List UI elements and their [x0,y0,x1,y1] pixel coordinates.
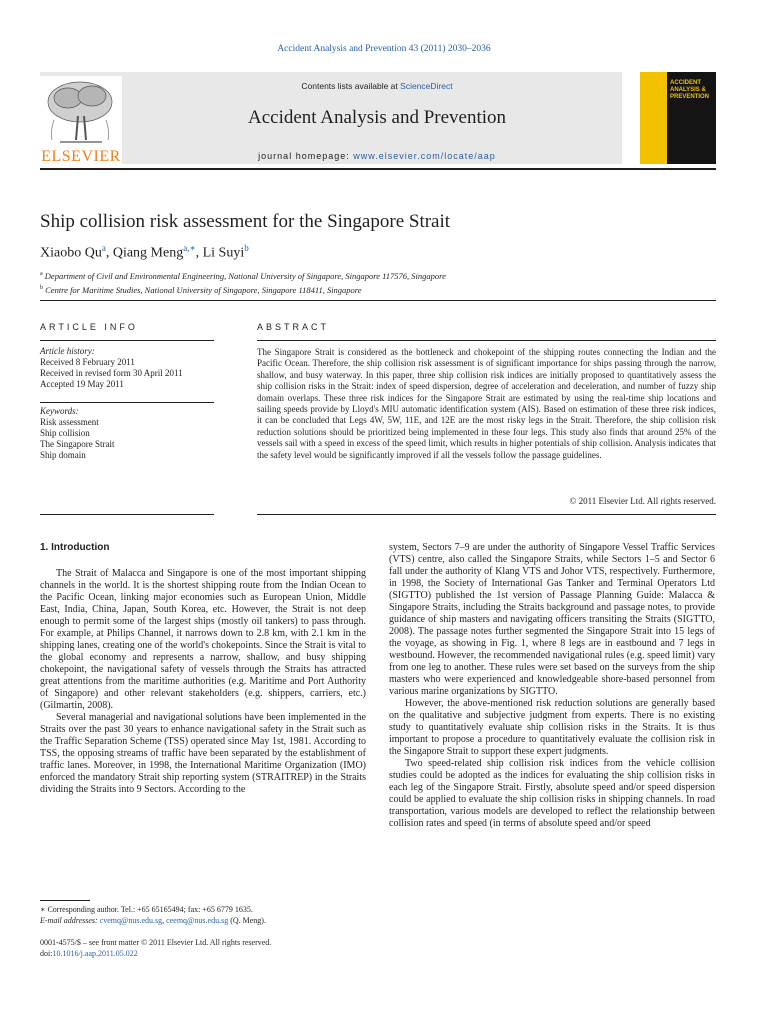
author-list: Xiaobo Qu$^a$, Qiang Meng$^{a,∗}$, Li Suyi$^b$ [40,243,249,261]
homepage-prefix: journal homepage: [258,151,350,161]
abstract-heading: ABSTRACT [257,322,330,332]
journal-cover [640,72,716,164]
article-title: Ship collision risk assessment for the Singapore Strait [40,211,451,232]
contents-prefix: Contents lists available at [301,81,398,91]
history-item: Accepted 19 May 2011 [40,379,124,389]
author-name[interactable]: Li Suyi [202,245,245,261]
sciencedirect-link[interactable]: ScienceDirect [400,81,453,91]
elsevier-logo [40,76,122,166]
body-paragraph: Two speed-related ship collision risk indices from the vehicle collision studies could be adopted as the indices for evaluating the ship collision risks in each leg of the Singapore Strait. Firstly, absolute speed and/or speed dispersion could be applied to evaluate the ship collision risks in shipping channels. In road transportation, various models are developed to reflect the relationship between collision rates and speed (in terms of absolute speed and/or speed [389,758,715,829]
article-info-heading: ARTICLE INFO [40,322,138,332]
keywords [40,406,214,461]
author-name[interactable]: Qiang Meng [112,245,184,261]
doi-link[interactable]: 10.1016/j.aap.2011.05.022 [52,948,138,958]
doi-label: doi: [40,948,53,958]
doi-line [40,949,366,960]
author-affil-mark[interactable]: a [101,243,106,253]
body-paragraph: Several managerial and navigational solutions have been implemented in the Straits over the past 30 years to enhance navigational safety in the Strait such as the Traffic Separation Scheme (TSS) operated since May 1st, 1981. According to TSS, the opposing streams of traffic have been separated by the establishment of traffic lanes. Moreover, in 1998, the International Maritime Organization (IMO) enforced the mandatory Strait ship reporting system (STRAITREP) in the Straits dividing the Straits into 9 Sectors. According to the [40,712,366,795]
email-suffix: (Q. Meng). [230,915,266,925]
author-affil-mark[interactable]: a,∗ [183,243,196,253]
article-history [40,346,214,390]
header-rule [40,168,716,170]
issn-block [40,938,366,959]
author-name[interactable]: Xiaobo Qu [40,245,102,261]
email-link[interactable]: ceemq@nus.edu.sg [166,915,229,925]
intro-heading: 1. Introduction [40,542,110,553]
section-rule [40,514,214,515]
email-link[interactable]: cvemq@nus.edu.sg [99,915,163,925]
body-paragraph: However, the above-mentioned risk reduction solutions are generally based on the qualitative and subjective judgment from experts. There is no existing study to quantitatively evaluate ship collision risks in the Straits. It is thus important to propose a procedure to quantitatively evaluate the collision risk in the Singapore Strait to support these expert judgments. [389,698,715,757]
keywords-label: Keywords: [40,406,79,416]
journal-citation[interactable]: Accident Analysis and Prevention 43 (2011) 2030–2036 [277,44,491,54]
affiliation: $^a$ Department of Civil and Environmental Engineering, National University of Singapore, Singapore 117576, Singapore [40,270,446,281]
body-paragraph: The Strait of Malacca and Singapore is one of the most important shipping channels in the world. It is the shortest shipping route from the Indian Ocean to the Pacific Ocean, linking major economies such as European Union, Middle East, India, China, Japan, South Korea, etc. However, the Strait is not deep enough to permit some of the largest ships (mostly oil tankers) to pass through. For example, at Philips Channel, it narrows down to 2.8 km, with 2.1 km in the shipping lanes, creating one of the world's chokepoints. Since the Strait is vital to the global economy and represents a narrow, shallow, and busy shipping chokepoint, the navigational safety of vessels through the Straits has attracted great attentions from the maritime authorities (e.g. Maritime and Port Authority of Singapore) and other relevant stakeholders (e.g. shippers, carriers, etc.) (Gilmartin, 2008). [40,568,366,711]
section-rule [257,514,716,515]
keyword: Ship collision [40,428,90,438]
affiliations [40,268,446,296]
footnote [40,905,366,926]
affiliation: $^b$ Centre for Maritime Studies, National University of Singapore, Singapore 118411, Singapore [40,284,362,295]
section-rule [40,402,214,403]
homepage-link[interactable]: www.elsevier.com/locate/aap [353,151,496,161]
section-rule [40,340,214,341]
history-item: Received in revised form 30 April 2011 [40,368,183,378]
author-affil-mark[interactable]: b [244,243,249,253]
email-line: E-mail addresses: cvemq@nus.edu.sg, ceemq@nus.edu.sg (Q. Meng). [40,915,266,925]
body-column-right [389,542,715,830]
keyword: Risk assessment [40,417,99,427]
body-paragraph: system, Sectors 7–9 are under the authority of Singapore Vessel Traffic Services (VTS) centre, also called the Singapore Straits, while Sectors 1–5 and Sector 6 fall under the authority of Klang VTS and Johor VTS, respectively. Furthermore, in 1998, the Society of International Gas Tanker and Terminal Operators Ltd (SIGTTO) published the 1st version of Passage Planning Guide: Malacca & Singapore Straits, including the Straits background and passage notes, to provide guidance of ship masters and navigating officers transiting the Straits (SIGTTO, 2008). The passage notes further segmented the Singapore Strait into 15 legs of the voyage, as showing in Fig. 1, where 8 legs are in eastbound and 7 legs in westbound. However, the recommended navigational rules (e.g. speed limit) vary from one leg to another. These rules were set based on the surveys from the ship masters who were experienced and knowledgeable shore-based personnel from various marine organizations by SIGTTO. [389,542,715,697]
journal-name: Accident Analysis and Prevention [247,107,507,128]
footnote-rule [40,900,90,901]
keyword: The Singapore Strait [40,439,115,449]
keyword: Ship domain [40,450,86,460]
body-column-left [40,568,366,796]
copyright-line: © 2011 Elsevier Ltd. All rights reserved. [569,496,716,506]
cover-title: ACCIDENT ANALYSIS & PREVENTION [670,80,710,100]
tree-icon [40,76,122,148]
cover-stripe [640,72,667,164]
corresponding-author: ∗ Corresponding author. Tel.: +65 65165494; fax: +65 6779 1635. [40,905,253,914]
section-rule [257,340,716,341]
history-item: Received 8 February 2011 [40,357,135,367]
contents-line [148,81,606,91]
publisher-name: ELSEVIER [41,148,121,165]
section-rule [40,300,716,301]
homepage-line [148,151,606,161]
email-label: E-mail addresses: [40,915,98,925]
front-matter-line: 0001-4575/$ – see front matter © 2011 Elsevier Ltd. All rights reserved. [40,938,272,947]
history-label: Article history: [40,346,95,356]
abstract-text: The Singapore Strait is considered as the bottleneck and chokepoint of the shipping routes connecting the Indian and the Pacific Ocean. Therefore, the ship collision risk assessment is of significant importance for ships passing through the narrow, shallow, and busy waterway. In this paper, three ship collision risk indices are initially proposed to quantitatively assess the ship collision risks in the Strait: index of speed dispersion, degree of acceleration and deceleration, and number of fuzzy ship domain overlaps. These three risk indices for the Singapore Strait are estimated by using the real-time ship locations and sailing speeds provide by Lloyd's MIU automatic identification system (AIS). Based on estimation of these three risk indices, it can be concluded that Legs 4W, 5W, 11E, and 12E are the most risky legs in the Strait. Therefore, the ship collision risk reduction solutions should be prioritized being implemented in these four legs. This study also finds that around 25% of the vessels sail with a speed in excess of the speed limit, which results in higher potentials of ship collision. Analysis indicates that the safety level would be significantly improved if all the vessels follow the passage guidelines. [257,347,716,460]
